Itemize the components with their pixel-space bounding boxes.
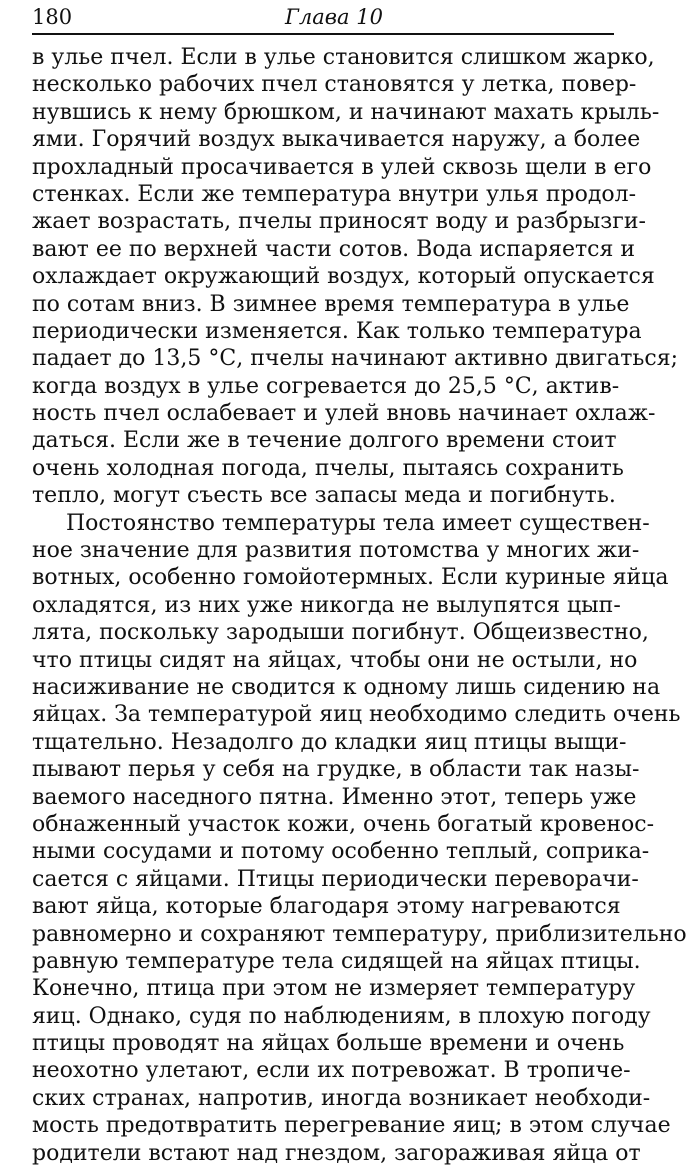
text-line: даться. Если же в течение долгого времени стоит <box>32 428 617 454</box>
text-line: вают ее по верхней части сотов. Вода испаряется и <box>32 236 635 262</box>
text-line: неохотно улетают, если их потревожат. В тропиче- <box>32 1058 631 1084</box>
text-line: в улье пчел. Если в улье становится слишком жарко, <box>32 45 655 70</box>
text-line: ями. Горячий воздух выкачивается наружу, а более <box>32 127 641 153</box>
text-line: Конечно, птица при этом не измеряет температуру <box>32 976 636 1002</box>
text-line: несколько рабочих пчел становятся у летка, повер- <box>32 72 637 98</box>
text-line: когда воздух в улье согревается до 25,5 °С, актив- <box>32 373 620 399</box>
text-line: лята, поскольку зародыши погибнут. Общеизвестно, <box>32 620 649 646</box>
text-line: птицы проводят на яйцах больше времени и очень <box>32 1031 625 1057</box>
text-line: ваемого наседного пятна. Именно этот, теперь уже <box>32 784 637 810</box>
text-line: жает возрастать, пчелы приносят воду и разбрызги- <box>32 209 646 235</box>
header-rule <box>32 33 614 35</box>
text-line: периодически изменяется. Как только температура <box>32 318 642 344</box>
text-line: родители встают над гнездом, загораживая яйца от <box>32 1140 641 1166</box>
text-line: насиживание не сводится к одному лишь сидению на <box>32 674 661 700</box>
text-line: тепло, могут съесть все запасы меда и погибнуть. <box>32 483 616 509</box>
text-line: равномерно и сохраняют температуру, приблизительно <box>32 921 687 947</box>
body-text <box>32 44 687 1167</box>
text-line: яйцах. За температурой яиц необходимо следить очень <box>32 702 681 728</box>
text-line: вотных, особенно гомойотермных. Если куриные яйца <box>32 565 669 591</box>
text-line: прохладный просачивается в улей сквозь щели в его <box>32 154 652 180</box>
text-line: ность пчел ослабевает и улей вновь начинает охлаж- <box>32 401 656 427</box>
running-head: Глава 10 <box>285 5 383 29</box>
text-line: сается с яйцами. Птицы периодически переворачи- <box>32 866 639 892</box>
text-line: обнаженный участок кожи, очень богатый кровенос- <box>32 811 655 837</box>
text-line: охлаждает окружающий воздух, который опускается <box>32 264 655 290</box>
text-line: по сотам вниз. В зимнее время температура в улье <box>32 291 630 317</box>
text-line: равную температуре тела сидящей на яйцах птицы. <box>32 948 641 974</box>
text-line: очень холодная погода, пчелы, пытаясь сохранить <box>32 455 624 481</box>
text-line: стенках. Если же температура внутри улья продол- <box>32 181 637 207</box>
text-line: ными сосудами и потому особенно теплый, соприка- <box>32 839 650 865</box>
text-line: ских странах, напротив, иногда возникает необходи- <box>32 1085 651 1111</box>
text-line: Постоянство температуры тела имеет существен- <box>66 510 650 536</box>
text-line: тщательно. Незадолго до кладки яиц птицы выщи- <box>32 729 627 755</box>
text-line: что птицы сидят на яйцах, чтобы они не остыли, но <box>32 647 638 673</box>
page-header <box>32 4 614 34</box>
text-line: падает до 13,5 °С, пчелы начинают активно двигаться; <box>32 346 678 372</box>
text-line: нувшись к нему брюшком, и начинают махать крыль- <box>32 99 660 125</box>
text-line: пывают перья у себя на грудке, в области так назы- <box>32 757 640 783</box>
text-line: охладятся, из них уже никогда не вылупятся цып- <box>32 592 621 618</box>
page-number: 180 <box>32 5 73 29</box>
text-line: вают яйца, которые благодаря этому нагреваются <box>32 894 621 920</box>
text-line: мость предотвратить перегревание яиц; в этом случае <box>32 1113 671 1139</box>
text-line: яиц. Однако, судя по наблюдениям, в плохую погоду <box>32 1003 651 1029</box>
text-line: ное значение для развития потомства у многих жи- <box>32 538 640 564</box>
